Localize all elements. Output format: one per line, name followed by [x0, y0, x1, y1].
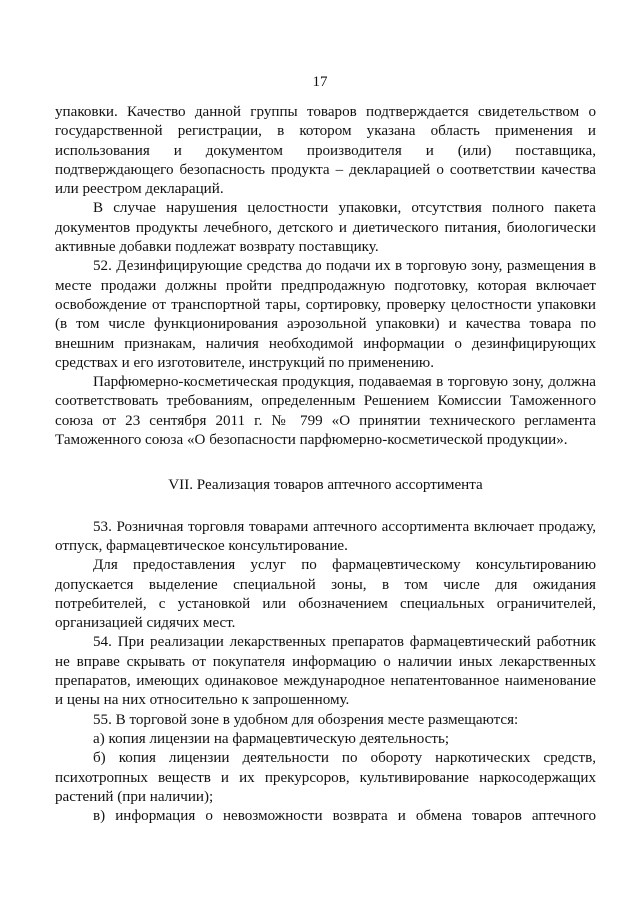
paragraph: Парфюмерно-косметическая продукция, подаваемая в торговую зону, должна соответствовать требованиям, определенным Решением Комиссии Таможенного союза от 23 сентября 2011 г. № 799 «О принятии технического регламента Таможенного союза «О безопасности парфюмерно-косметической продукции».	[55, 374, 596, 449]
list-item-a: а) копия лицензии на фармацевтическую деятельность;	[93, 730, 450, 747]
list-item-b: б) копия лицензии деятельности по обороту наркотических средств, психотропных веществ и их прекурсоров, культивирование наркосодержащих растений (при наличии);	[55, 750, 596, 805]
paragraph-clause-55: 55. В торговой зоне в удобном для обозрения месте размещаются:	[93, 711, 519, 728]
paragraph-continuation: упаковки. Качество данной группы товаров подтверждается свидетельством о государственной регистрации, в котором указана область применения и использования и документом производителя и (или) поставщика, подтверждающего безопасность продукта – декларацией о соответствии качества или реестром деклараций.	[55, 104, 596, 198]
paragraph-clause-54: 54. При реализации лекарственных препаратов фармацевтический работник не вправе скрывать от покупателя информацию о наличии иных лекарственных препаратов, имеющих одинаковое международное непатентованное наименование и цены на них относительно к запрошенному.	[55, 634, 596, 709]
list-item-v: в) информация о невозможности возврата и обмена товаров аптечного	[93, 808, 596, 825]
paragraph: Для предоставления услуг по фармацевтическому консультированию допускается выделение специальной зоны, в том числе для ожидания потребителей, с установкой или обозначением специальных ограничителей, организацией сидячих мест.	[55, 557, 596, 632]
section-heading: VII. Реализация товаров аптечного ассортимента	[168, 477, 483, 494]
paragraph: В случае нарушения целостности упаковки, отсутствия полного пакета документов продукты лечебного, детского и диетического питания, биологически активные добавки подлежат возврату поставщику.	[55, 200, 596, 256]
paragraph-clause-52: 52. Дезинфицирующие средства до подачи их в торговую зону, размещения в месте продажи должны пройти предпродажную подготовку, которая включает освобождение от транспортной тары, сортировку, проверку целостности упаковки (в том числе функционирования аэрозольной упаковки) и качества товара по внешним признакам, наличия необходимой информации о дезинфицирующих средствах и его изготовителе, инструкций по применению.	[55, 258, 596, 371]
page-number: 17	[312, 74, 328, 90]
paragraph-clause-53: 53. Розничная торговля товарами аптечного ассортимента включает продажу, отпуск, фармацевтическое консультирование.	[55, 518, 596, 554]
document-body	[55, 103, 596, 826]
